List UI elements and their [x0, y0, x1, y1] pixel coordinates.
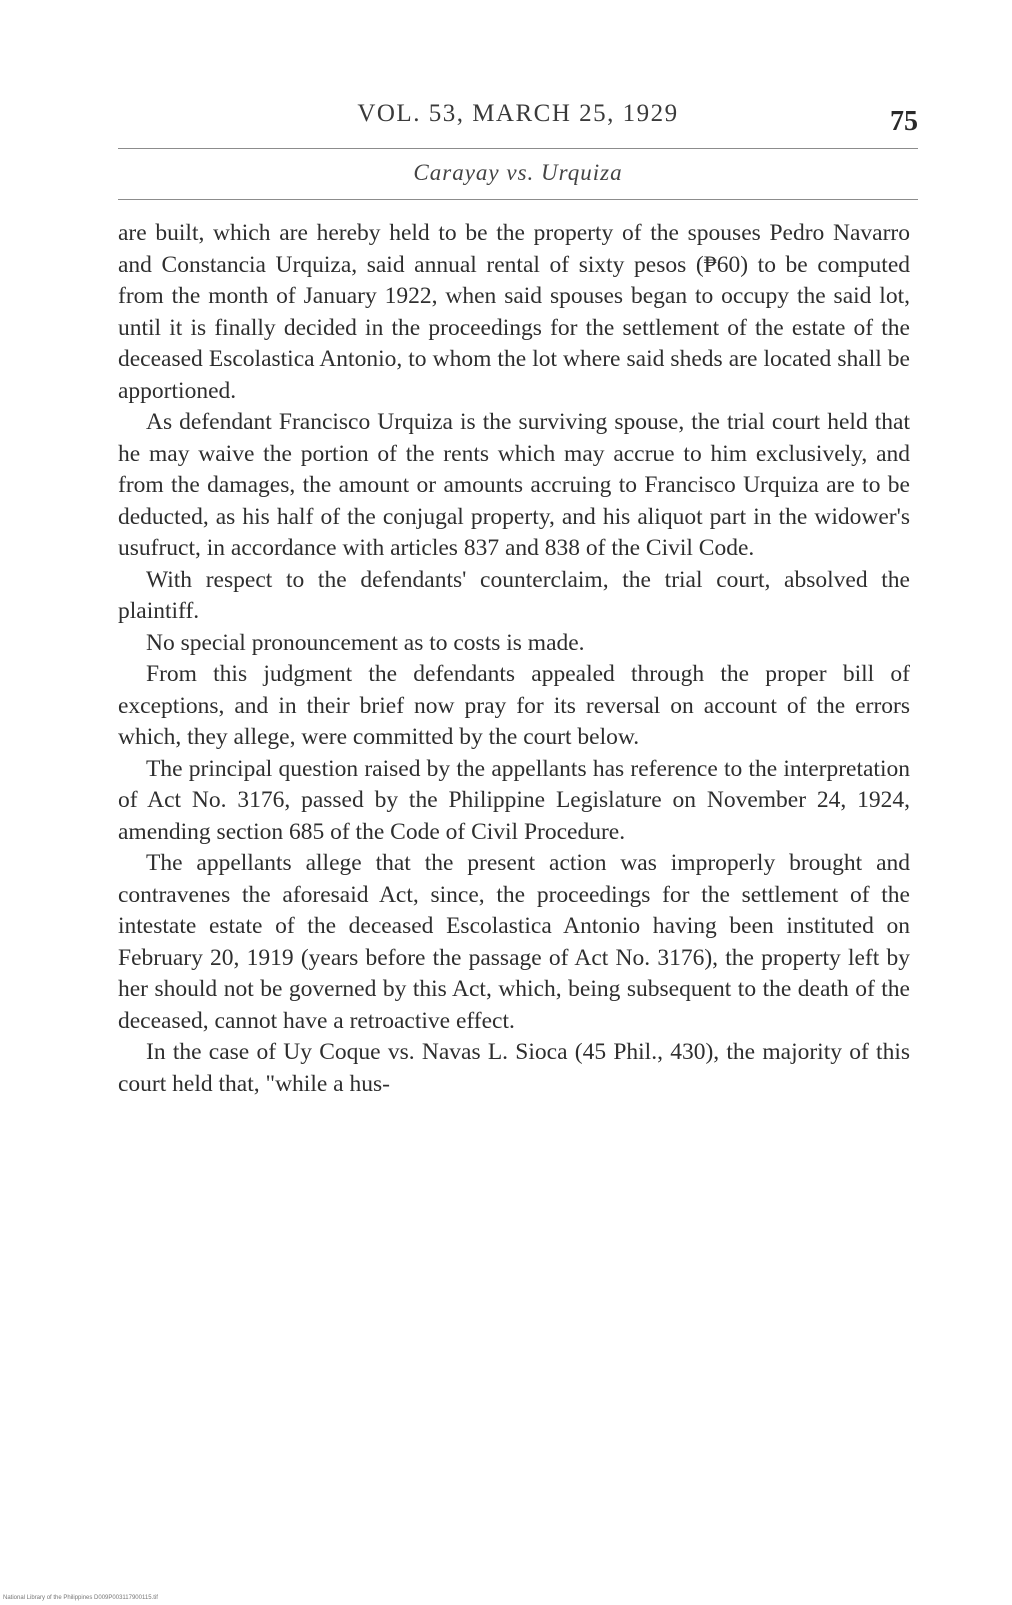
running-head: [118, 100, 918, 144]
case-title: Carayay vs. Urquiza: [413, 160, 623, 185]
paragraph: With respect to the defendants' counterclaim, the trial court, absolved the plaintiff.: [118, 566, 910, 624]
paragraph: From this judgment the defendants appealed through the proper bill of exceptions, and in their brief now pray for its reversal on account of the errors which, they allege, were committed by the court below.: [118, 661, 910, 750]
header-rule-top: [118, 148, 918, 149]
page-number: 75: [890, 106, 918, 137]
paragraph: The appellants allege that the present action was improperly brought and contravenes the aforesaid Act, since, the proceedings for the settlement of the intestate estate of the deceased Escolastica Antonio having been instituted on February 20, 1919 (years before the passage of Act No. 3176), the property left by her should not be governed by this Act, which, being subsequent to the death of the deceased, cannot have a retroactive effect.: [118, 850, 910, 1034]
body-text: [118, 218, 910, 1100]
volume-date-line: VOL. 53, MARCH 25, 1929: [357, 100, 679, 127]
paragraph: As defendant Francisco Urquiza is the surviving spouse, the trial court held that he may waive the portion of the rents which may accrue to him exclusively, and from the damages, the amount or amounts accruing to Francisco Urquiza are to be deducted, as his half of the conjugal property, and his aliquot part in the widower's usufruct, in accordance with articles 837 and 838 of the Civil Code.: [118, 409, 910, 561]
paragraph: No special pronouncement as to costs is made.: [146, 629, 585, 656]
paragraph-continuation: are built, which are hereby held to be the property of the spouses Pedro Navarro and Constancia Urquiza, said annual rental of sixty pesos (₱60) to be computed from the month of January 1922, when said spouses began to occupy the said lot, until it is finally decided in the proceedings for the settlement of the estate of the deceased Escolastica Antonio, to whom the lot where said sheds are located shall be apportioned.: [118, 220, 910, 404]
paragraph: The principal question raised by the appellants has reference to the interpretation of Act No. 3176, passed by the Philippine Legislature on November 24, 1924, amending section 685 of the Code of Civil Procedure.: [118, 755, 910, 845]
scan-footer-stamp: National Library of the Philippines D009P003117900115.tif: [3, 1595, 158, 1601]
paragraph: In the case of Uy Coque vs. Navas L. Sioca (45 Phil., 430), the majority of this court held that, "while a hus-: [118, 1039, 910, 1097]
header-rule-bottom: [118, 199, 918, 200]
